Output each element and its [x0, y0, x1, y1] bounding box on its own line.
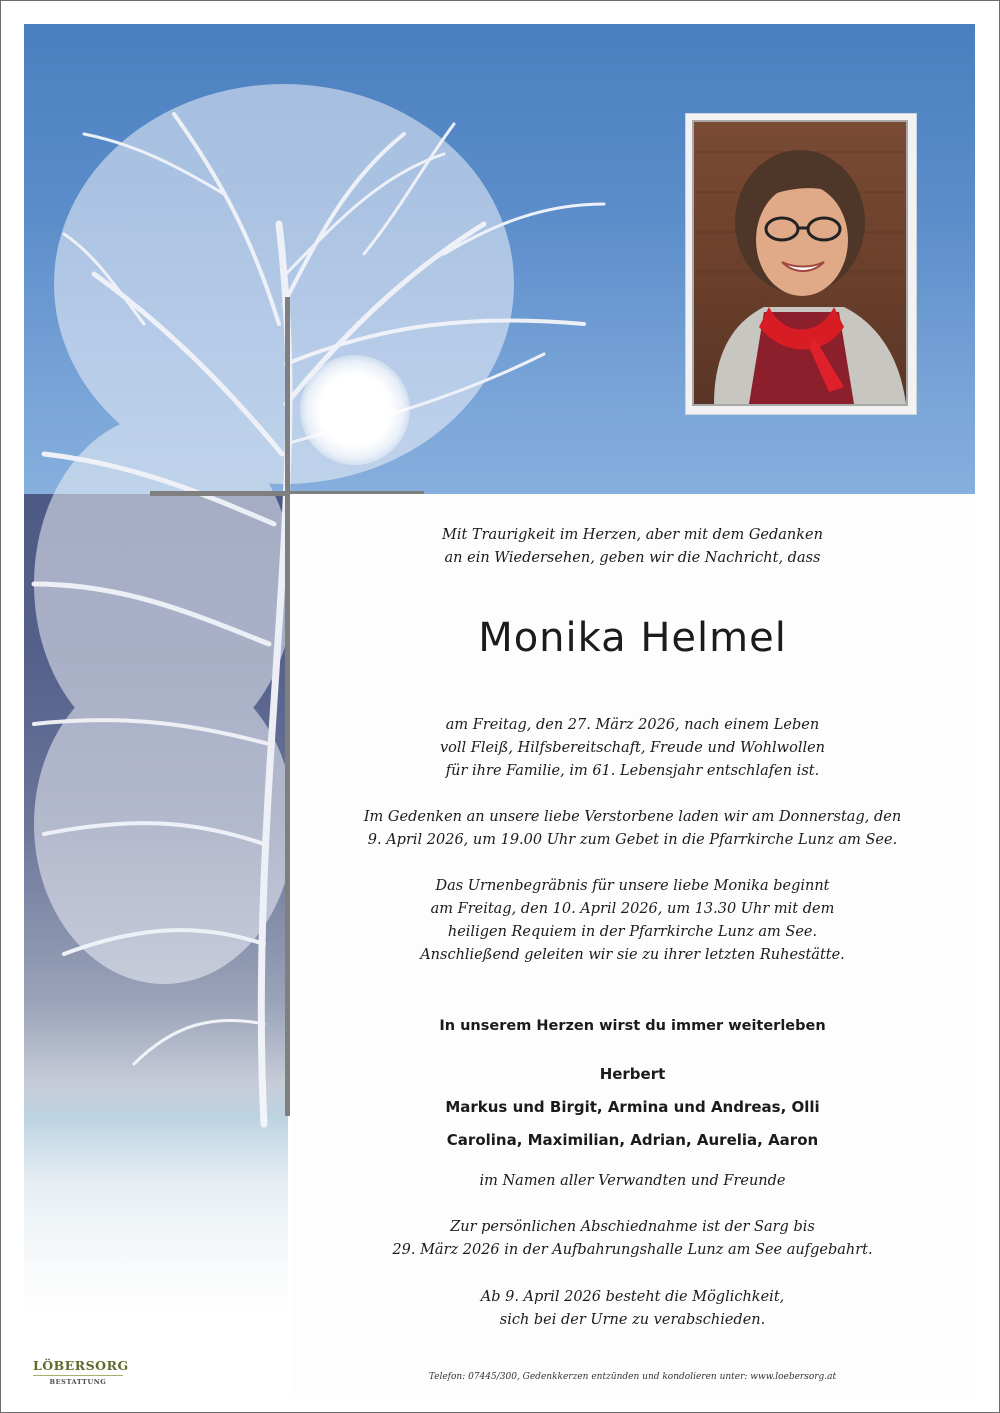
mourners-list	[290, 1058, 975, 1157]
urn-paragraph	[290, 1286, 975, 1332]
motto: In unserem Herzen wirst du immer weiterleben	[439, 1018, 826, 1034]
paragraph-line: 29. März 2026 in der Aufbahrungshalle Lunz am See aufgebahrt.	[392, 1242, 873, 1258]
intro-line: Mit Traurigkeit im Herzen, aber mit dem Gedanken	[442, 527, 823, 543]
paragraph-line: am Freitag, den 10. April 2026, um 13.30 Uhr mit dem	[430, 901, 835, 917]
burial-paragraph	[290, 875, 975, 967]
intro-line: an ein Wiedersehen, geben wir die Nachricht, dass	[444, 550, 821, 566]
paragraph-line: voll Fleiß, Hilfsbereitschaft, Freude und Wohlwollen	[439, 740, 826, 756]
viewing-paragraph	[290, 1216, 975, 1262]
portrait-frame	[686, 114, 916, 414]
death-paragraph	[290, 714, 975, 783]
mourner-line: Markus und Birgit, Armina und Andreas, Olli	[445, 1098, 820, 1116]
paragraph-line: sich bei der Urne zu verabschieden.	[499, 1312, 766, 1328]
loebersorg-logo	[33, 1358, 129, 1386]
deceased-name: Monika Helmel	[478, 615, 787, 661]
on-behalf-text: im Namen aller Verwandten und Freunde	[479, 1173, 786, 1189]
paragraph-line: für ihre Familie, im 61. Lebensjahr entschlafen ist.	[445, 763, 820, 779]
paragraph-line: Anschließend geleiten wir sie zu ihrer letzten Ruhestätte.	[420, 947, 845, 963]
tree-strip-background	[24, 494, 288, 1314]
sun-glow	[300, 355, 410, 465]
paragraph-line: Zur persönlichen Abschiednahme ist der Sarg bis	[450, 1219, 815, 1235]
logo-subtitle: BESTATTUNG	[49, 1378, 107, 1386]
logo-name: LÖBERSORG	[33, 1358, 123, 1376]
prayer-paragraph	[290, 806, 975, 852]
paragraph-line: am Freitag, den 27. März 2026, nach einem Leben	[445, 717, 820, 733]
footer-contact: Telefon: 07445/300, Gedenkkerzen entzünden und kondolieren unter: www.loebersorg.at	[428, 1372, 837, 1382]
mourner-line: Carolina, Maximilian, Adrian, Aurelia, Aaron	[446, 1131, 819, 1149]
mourner-line: Herbert	[599, 1065, 666, 1083]
paragraph-line: Im Gedenken an unsere liebe Verstorbene laden wir am Donnerstag, den	[363, 809, 902, 825]
portrait-photo-icon	[694, 122, 906, 404]
paragraph-line: heiligen Requiem in der Pfarrkirche Lunz am See.	[447, 924, 818, 940]
intro-text	[290, 524, 975, 570]
paragraph-line: 9. April 2026, um 19.00 Uhr zum Gebet in die Pfarrkirche Lunz am See.	[367, 832, 898, 848]
paragraph-line: Ab 9. April 2026 besteht die Möglichkeit,	[480, 1289, 785, 1305]
paragraph-line: Das Urnenbegräbnis für unsere liebe Monika beginnt	[435, 878, 830, 894]
